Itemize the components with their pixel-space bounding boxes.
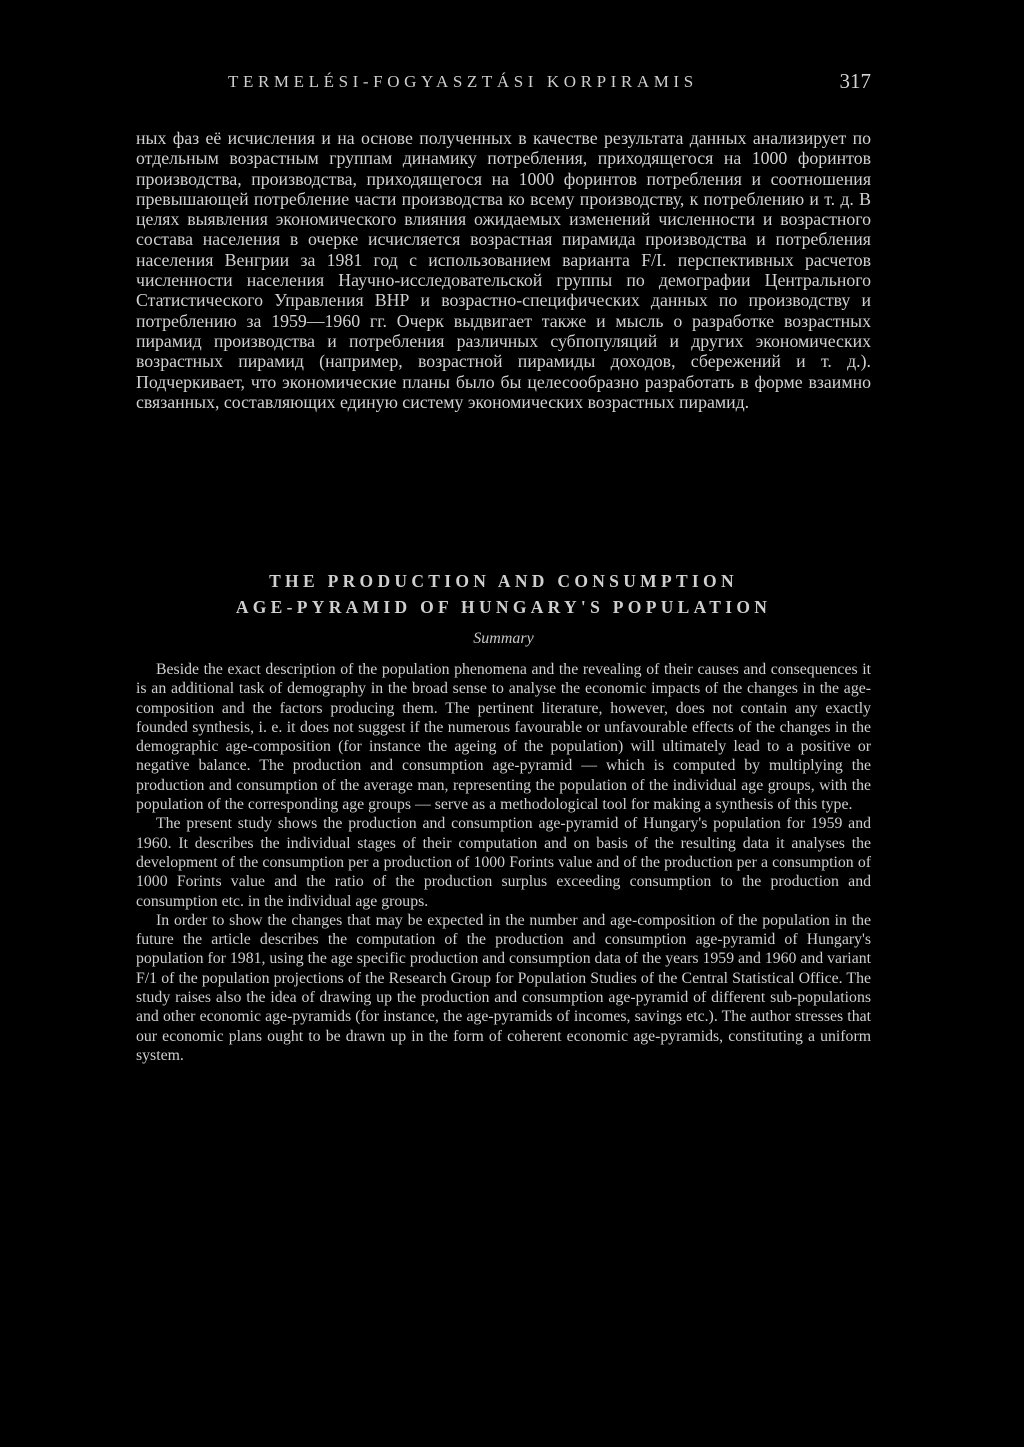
running-head xyxy=(136,69,871,98)
page-number: 317 xyxy=(839,69,871,93)
english-title-line-2: AGE-PYRAMID OF HUNGARY'S POPULATION xyxy=(235,597,772,617)
english-paragraph-3: In order to show the changes that may be expected in the number and age-composition of the population in the future the article describes the computation of the production and consumption age-pyramid of Hungary's population for 1981, using the age specific production and consumption data of the years 1959 and 1960 and variant F/1 of the population projections of the Research Group for Population Studies of the Central Statistical Office. The study raises also the idea of drawing up the production and consumption age-pyramid of different sub-populations and other economic age-pyramids (for instance, the age-pyramids of incomes, savings etc.). The author stresses that our economic plans ought to be drawn up in the form of coherent economic age-pyramids, constituting a uniform system. xyxy=(136,911,871,1064)
english-title-line-1: THE PRODUCTION AND CONSUMPTION xyxy=(269,571,738,591)
running-title: TERMELÉSI-FOGYASZTÁSI KORPIRAMIS xyxy=(228,72,698,91)
english-paragraph-1: Beside the exact description of the population phenomena and the revealing of their causes and consequences it is an additional task of demography in the broad sense to analyse the economic impacts of the changes in the age-composition and the factors producing them. The pertinent literature, however, does not contain any exactly founded synthesis, i. e. it does not suggest if the numerous favourable or unfavourable effects of the changes in the demographic age-composition (for instance the ageing of the population) will ultimately lead to a positive or negative balance. The production and consumption age-pyramid — which is computed by multiplying the production and consumption of the average man, representing the population of the individual age groups, with the population of the corresponding age groups — serve as a methodological tool for making a synthesis of this type. xyxy=(136,661,871,814)
summary-label: Summary xyxy=(473,630,534,647)
russian-summary-paragraph: ных фаз её исчисления и на основе полученных в качестве результата данных анализирует по отдельным возрастным группам динамику потребления, приходящегося на 1000 форинтов производства, производства, приходящегося на 1000 форинтов потребления и соотношения превышающей потребление части производства ко всему производству, к потреблению и т. д. В целях выявления экономического влияния ожидаемых изменений численности и возрастного состава населения в очерке исчисляется возрастная пирамида производства и потребления населения Венгрии за 1981 год с использованием варианта F/I. перспективных расчетов численности населения Научно-исследовательской группы по демографии Центрального Статистического Управления ВНР и возрастно-специфических данных по производству и потреблению за 1959—1960 гг. Очерк выдвигает также и мысль о разработке возрастных пирамид производства и потребления различных субпопуляций и других экономических возрастных пирамид (например, возрастной пирамиды доходов, сбережений и т. д.). Подчеркивает, что экономические планы было бы целесообразно разработать в форме взаимно связанных, составляющих единую систему экономических возрастных пирамид. xyxy=(136,128,871,412)
english-section-title xyxy=(136,568,871,620)
english-summary-body xyxy=(136,660,871,1065)
english-paragraph-2: The present study shows the production and consumption age-pyramid of Hungary's population for 1959 and 1960. It describes the individual stages of their computation and on basis of the resulting data it analyses the development of the consumption per a production of 1000 Forints value and of the production per a consumption of 1000 Forints value and the ratio of the production surplus exceeding consumption to the production and consumption etc. in the individual age groups. xyxy=(136,815,871,910)
